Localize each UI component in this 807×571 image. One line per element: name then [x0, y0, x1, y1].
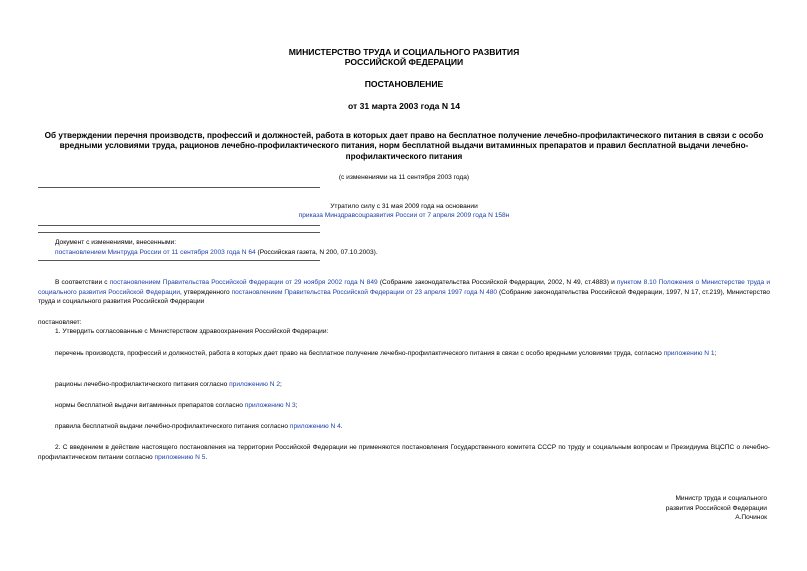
preamble-paragraph [38, 278, 770, 307]
item-2-text: 2. С введением в действие настоящего постановления на территории Российской Федерации не применяются постановления Государственного комитета СССР по труду и социальным вопросам и Президиума ВЦСПС о лечебно-профилактическом питании согласно [38, 444, 770, 461]
divider [38, 232, 320, 233]
list-item [38, 401, 770, 411]
appendix-2-link[interactable]: приложению N 2 [229, 381, 280, 388]
divider [38, 260, 320, 261]
preamble-text-3: , утвержденного [180, 288, 232, 296]
signature-name: А.Починок [735, 514, 767, 522]
list-item-tail: ; [280, 381, 282, 388]
ministry-line-1: МИНИСТЕРСТВО ТРУДА И СОЦИАЛЬНОГО РАЗВИТИЯ [288, 47, 520, 57]
document-type: ПОСТАНОВЛЕНИЕ [364, 79, 444, 89]
appendix-3-link[interactable]: приложению N 3 [244, 402, 296, 409]
ministry-name [38, 47, 770, 67]
amendment-note: (с изменениями на 11 сентября 2003 года) [338, 174, 470, 181]
ministry-regulation-link[interactable]: пунктом 8.10 Положения о Министерстве труда и социального развития Российской Федерации [38, 279, 771, 296]
changes-tail: (Российская газета, N 200, 07.10.2003). [255, 249, 378, 256]
item-1: 1. Утвердить согласованные с Министерством здравоохранения Российской Федерации: [55, 328, 329, 335]
divider [38, 187, 320, 188]
signature-line-2: развития Российской Федерации [665, 504, 767, 512]
list-item [38, 349, 770, 359]
expiry-notice [38, 202, 770, 220]
expiry-text: Утратило силу с 31 мая 2009 года на основании [330, 203, 478, 210]
document-title: Об утверждении перечня производств, профессий и должностей, работа в которых дает право на бесплатное получение лечебно-профилактического питания в связи с особо вредными условиями труда, рационов лечебно-профилактического питания, норм бесплатной выдачи витаминных препаратов и правил бесплатной выдачи лечебно-профилактического питания [44, 131, 764, 161]
appendix-1-link[interactable]: приложению N 1 [663, 350, 715, 357]
signature-block [666, 494, 767, 523]
list-item-tail: ; [714, 350, 717, 357]
item-2 [38, 443, 770, 462]
list-item-text: правила бесплатной выдачи лечебно-профилактического питания согласно [55, 423, 290, 430]
divider [38, 225, 320, 226]
preamble-text-1: В соответствии с [55, 279, 110, 286]
changes-decree-link[interactable]: постановлением Минтруда России от 11 сентября 2003 года N 64 [55, 249, 256, 256]
list-item [38, 422, 770, 432]
changes-label: Документ с изменениями, внесенными: [55, 239, 177, 246]
preamble-text-2: (Собрание законодательства Российской Федерации, 2002, N 49, ст.4883) и [377, 279, 617, 286]
changes-note [55, 238, 378, 258]
expiry-order-link[interactable]: приказа Минздравсоцразвития России от 7 апреля 2009 года N 158н [298, 212, 510, 219]
document-date-number: от 31 марта 2003 года N 14 [348, 101, 460, 111]
government-decree-849-link[interactable]: постановлением Правительства Российской Федерации от 29 ноября 2002 года N 849 [109, 279, 378, 286]
list-item-tail: ; [295, 402, 298, 409]
list-item [38, 380, 770, 390]
list-item-text: нормы бесплатной выдачи витаминных препаратов согласно [55, 402, 245, 409]
appendix-4-link[interactable]: приложению N 4 [289, 423, 341, 430]
signature-line-1: Министр труда и социального [675, 495, 767, 502]
list-item-text: перечень производств, профессий и должностей, работа в которых дает право на бесплатное получение лечебно-профилактического питания в связи с особо вредными условиями труда, согласно [55, 350, 664, 357]
appendix-5-link[interactable]: приложению N 5 [154, 453, 206, 461]
preamble-text-4: (Собрание законодательства Российской Федерации, 1997, N 17, ст.219), Министерство труда и социального развития Российской Федерации [38, 288, 770, 306]
item-2-tail: . [205, 453, 208, 461]
list-item-text: рационы лечебно-профилактического питания согласно [55, 381, 230, 388]
list-item-tail: . [340, 423, 343, 430]
ministry-line-2: РОССИЙСКОЙ ФЕДЕРАЦИИ [344, 57, 464, 68]
government-decree-480-link[interactable]: постановлением Правительства Российской Федерации от 23 апреля 1997 года N 480 [231, 288, 498, 296]
decree-word: постановляет: [38, 319, 82, 326]
